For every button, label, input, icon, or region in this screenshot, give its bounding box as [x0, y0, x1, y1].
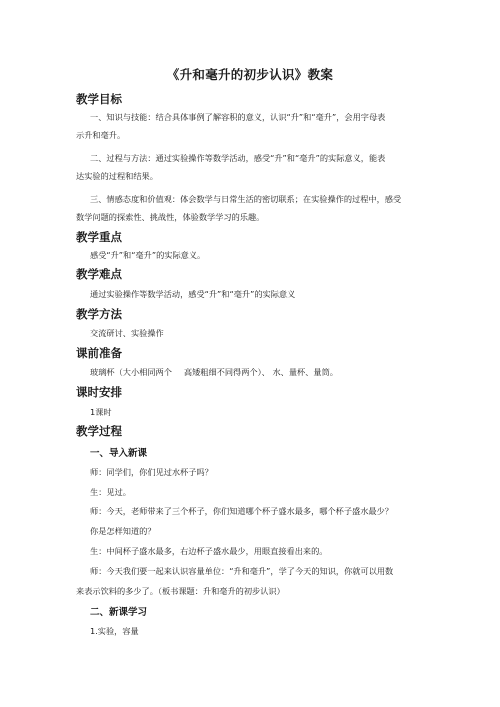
- heading-goals: 教学目标: [76, 92, 122, 106]
- lesson-step-1: 1.实验，容量: [90, 626, 139, 636]
- document-title: 《升和毫升的初步认识》教案: [166, 67, 334, 82]
- goal-3-line-1: 三、情感态度和价值观：体会数学与日常生活的密切联系；在实验操作的过程中，感受: [90, 194, 402, 204]
- heading-methods: 教学方法: [76, 307, 122, 321]
- goal-1-line-2: 示升和毫升。: [76, 130, 126, 140]
- heading-preparation: 课前准备: [76, 346, 122, 360]
- goal-2-line-2: 达实验的过程和结果。: [76, 171, 158, 181]
- dialogue-line-6-part-1: 师：今天我们要一起来认识容量单位：“升和毫升”，学了今天的知识，你就可以用数: [90, 566, 394, 576]
- difficulties-text: 通过实验操作等数学活动，感受“升”和“毫升”的实际意义: [90, 289, 296, 299]
- key-points-text: 感受“升”和“毫升”的实际意义。: [90, 250, 206, 260]
- goal-1-line-1: 一、知识与技能：结合具体事例了解容积的意义，认识“升”和“毫升”，会用字母表: [90, 112, 386, 122]
- goal-3-line-2: 数学问题的探索性、挑战性，体验数学学习的乐趣。: [76, 212, 265, 222]
- dialogue-line-2: 生：见过。: [90, 487, 131, 497]
- heading-key-points: 教学重点: [76, 230, 122, 244]
- goal-2-line-1: 二、过程与方法：通过实验操作等数学活动，感受“升”和“毫升”的实际意义，能表: [90, 153, 386, 163]
- heading-difficulties: 教学难点: [76, 267, 122, 281]
- dialogue-line-1: 师：同学们，你们见过水杯子吗？: [90, 467, 213, 477]
- preparation-text-a: 玻璃杯（大小相同两个: [90, 367, 172, 377]
- methods-text: 交流研讨、实验操作: [90, 328, 164, 338]
- dialogue-line-3: 师：今天，老师带来了三个杯子，你们知道哪个杯子盛水最多，哪个杯子盛水最少？: [90, 506, 393, 516]
- dialogue-line-5: 生：中间杯子盛水最多，右边杯子盛水最少，用眼直接看出来的。: [90, 546, 328, 556]
- section-intro-heading: 一、导入新课: [90, 448, 148, 459]
- heading-schedule: 课时安排: [76, 385, 122, 399]
- heading-process: 教学过程: [76, 424, 122, 438]
- dialogue-line-6-part-2: 来表示饮料的多少了。（板书课题：升和毫升的初步认识）: [76, 586, 285, 596]
- dialogue-line-4: 你是怎样知道的？: [90, 526, 156, 536]
- schedule-text: 1课时: [90, 407, 112, 417]
- preparation-text-b: 高矮粗细不同得两个）、 水、量杯、量筒。: [183, 367, 338, 377]
- section-new-lesson-heading: 二、新课学习: [90, 607, 148, 618]
- preparation-text: [90, 366, 424, 378]
